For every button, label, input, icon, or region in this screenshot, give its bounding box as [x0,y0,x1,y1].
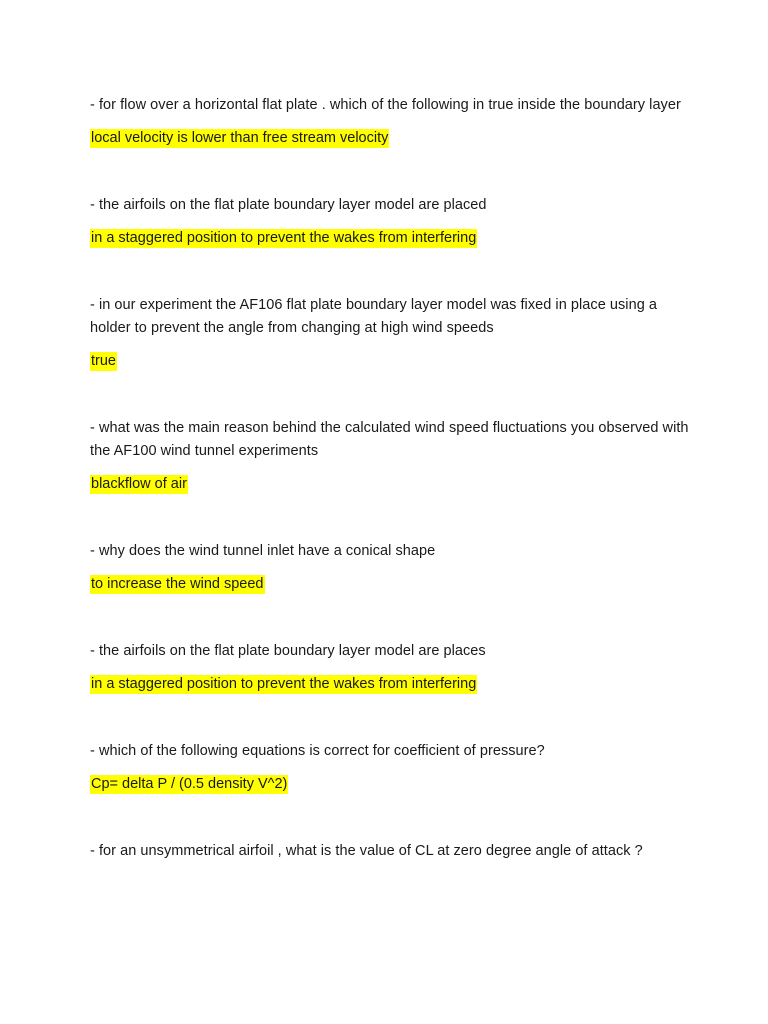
answer-3 [90,350,690,373]
qa-item-5 [90,540,690,596]
answer-highlight-2: in a staggered position to prevent the wakes from interfering [91,230,477,246]
question-7: - which of the following equations is correct for coefficient of pressure? [90,743,545,759]
answer-2 [90,227,690,250]
answer-4 [90,473,690,496]
qa-item-7 [90,740,690,796]
answer-7 [90,773,690,796]
document-page [90,94,690,907]
answer-highlight-3: true [91,353,116,369]
question-2: - the airfoils on the flat plate boundary layer model are placed [90,197,487,213]
answer-highlight-4: blackflow of air [91,476,187,492]
qa-item-4 [90,417,690,496]
qa-item-8 [90,840,690,863]
answer-highlight-6: in a staggered position to prevent the wakes from interfering [91,676,477,692]
question-5: - why does the wind tunnel inlet have a conical shape [90,543,436,559]
qa-item-3 [90,294,690,373]
question-8: - for an unsymmetrical airfoil , what is the value of CL at zero degree angle of attack ? [90,843,643,859]
answer-5 [90,573,690,596]
answer-6 [90,673,690,696]
qa-item-6 [90,640,690,696]
question-6: - the airfoils on the flat plate boundary layer model are places [90,643,486,659]
question-3: - in our experiment the AF106 flat plate boundary layer model was fixed in place using a holder to prevent the angle from changing at high wind speeds [90,297,657,336]
answer-highlight-5: to increase the wind speed [91,576,264,592]
answer-highlight-1: local velocity is lower than free stream velocity [91,130,389,146]
qa-item-1 [90,94,690,150]
question-4: - what was the main reason behind the calculated wind speed fluctuations you observed with the AF100 wind tunnel experiments [90,420,689,459]
question-1: - for flow over a horizontal flat plate . which of the following in true inside the boundary layer [90,97,681,113]
answer-1 [90,127,690,150]
answer-highlight-7: Cp= delta P / (0.5 density V^2) [91,776,288,792]
qa-item-2 [90,194,690,250]
